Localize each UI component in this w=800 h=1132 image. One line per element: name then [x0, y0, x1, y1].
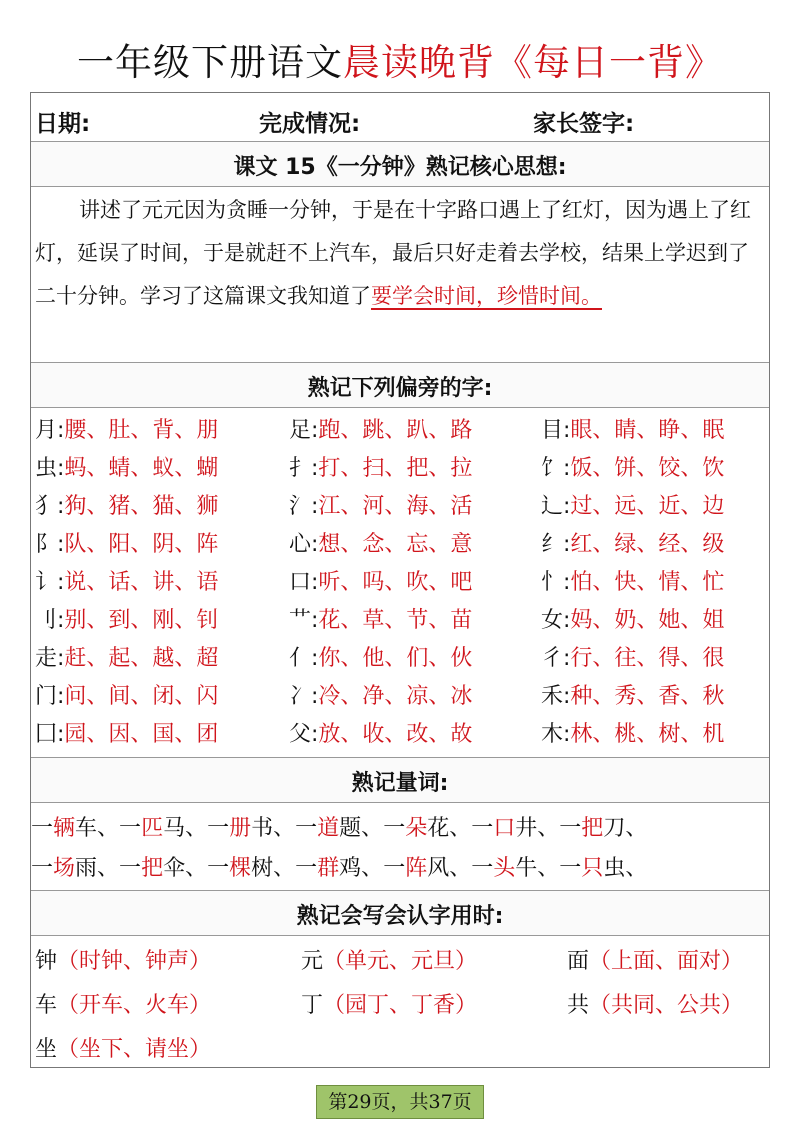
measure-number: 一 [383, 856, 406, 881]
measure-word: 辆 [53, 816, 76, 841]
measure-noun: 鸡、 [339, 856, 384, 881]
radical-key: 父: [289, 722, 319, 747]
radical-key: 足: [289, 418, 319, 443]
radical-key: 扌: [289, 456, 319, 481]
radical-chars: 行、往、得、很 [570, 646, 725, 671]
measure-noun: 牛、 [515, 856, 560, 881]
page-number: 第29页，共37页 [316, 1085, 484, 1119]
usage-heading: 熟记会写会认字用时: [296, 904, 504, 929]
usage-char: 钟 [35, 949, 58, 974]
usage-words: （单元、元旦） [323, 949, 478, 974]
measure-heading: 熟记量词: [351, 771, 449, 796]
divider [31, 407, 769, 408]
radical-chars: 狗、猪、猫、狮 [64, 494, 219, 519]
radical-group [289, 489, 472, 520]
measure-word: 头 [493, 856, 516, 881]
measure-noun: 车、 [75, 816, 120, 841]
usage-item [567, 988, 743, 1019]
lesson-highlight: 要学会时间，珍惜时间。 [371, 284, 602, 308]
radical-key: 目: [541, 418, 571, 443]
radical-chars: 别、到、刚、钊 [64, 608, 219, 633]
radical-chars: 林、桃、树、机 [570, 722, 725, 747]
radical-chars: 妈、奶、她、姐 [570, 608, 725, 633]
radical-group [35, 679, 218, 710]
measure-word: 把 [581, 816, 604, 841]
radical-key: 囗: [35, 722, 65, 747]
radical-key: 阝: [35, 532, 65, 557]
usage-char: 坐 [35, 1037, 58, 1062]
radical-chars: 冷、净、凉、冰 [318, 684, 473, 709]
measure-noun: 书、 [251, 816, 296, 841]
usage-item [301, 944, 477, 975]
radical-key: 走: [35, 646, 65, 671]
radical-chars: 听、吗、吹、吧 [318, 570, 473, 595]
radical-group [541, 489, 724, 520]
radical-key: 禾: [541, 684, 571, 709]
measure-number: 一 [207, 816, 230, 841]
usage-item [35, 1032, 211, 1063]
radical-chars: 赶、起、越、超 [64, 646, 219, 671]
radical-group [35, 527, 218, 558]
measure-number: 一 [119, 816, 142, 841]
measure-number: 一 [471, 856, 494, 881]
measure-noun: 树、 [251, 856, 296, 881]
usage-words: （开车、火车） [57, 993, 212, 1018]
radical-key: 口: [289, 570, 319, 595]
radical-key: 心: [289, 532, 319, 557]
usage-char: 元 [301, 949, 324, 974]
radical-key: 彳: [541, 646, 571, 671]
radical-group [289, 679, 472, 710]
measure-word: 道 [317, 816, 340, 841]
radical-group [541, 413, 724, 444]
radical-chars: 怕、快、情、忙 [570, 570, 725, 595]
radical-key: 讠: [35, 570, 65, 595]
divider [31, 186, 769, 187]
radical-group [541, 451, 724, 482]
measure-word: 匹 [141, 816, 164, 841]
radical-key: 门: [35, 684, 65, 709]
radical-group [541, 717, 724, 748]
measure-word: 阵 [405, 856, 428, 881]
measure-number: 一 [471, 816, 494, 841]
radical-group [289, 451, 472, 482]
measure-number: 一 [559, 816, 582, 841]
radical-key: 艹: [289, 608, 319, 633]
radical-group [541, 565, 724, 596]
measure-noun: 虫、 [603, 856, 648, 881]
radical-chars: 你、他、们、伙 [318, 646, 473, 671]
radical-group [35, 603, 218, 634]
radical-group [541, 679, 724, 710]
radical-key: 虫: [35, 456, 65, 481]
measure-row [31, 851, 791, 882]
lesson-summary [35, 189, 768, 318]
usage-words: （共同、公共） [589, 993, 744, 1018]
radical-key: 亻: [289, 646, 319, 671]
radical-chars: 跑、跳、趴、路 [318, 418, 473, 443]
measure-word: 群 [317, 856, 340, 881]
radical-group [289, 641, 472, 672]
lesson-heading: 课文 15《一分钟》熟记核心思想: [233, 155, 567, 180]
radical-key: 犭: [35, 494, 65, 519]
radical-group [541, 603, 724, 634]
radical-key: 月: [35, 418, 65, 443]
radical-group [35, 641, 218, 672]
measure-noun: 刀、 [603, 816, 648, 841]
usage-item [567, 944, 743, 975]
radical-group [289, 413, 472, 444]
divider [31, 802, 769, 803]
sign-label: 家长签字: [533, 111, 635, 137]
measure-number: 一 [207, 856, 230, 881]
measure-row [31, 811, 791, 842]
radical-key: 刂: [35, 608, 65, 633]
lesson-heading-bar [31, 142, 769, 186]
radical-group [35, 565, 218, 596]
radical-key: 纟: [541, 532, 571, 557]
radical-chars: 说、话、讲、语 [64, 570, 219, 595]
radical-chars: 花、草、节、苗 [318, 608, 473, 633]
radical-group [35, 451, 218, 482]
radical-key: 冫: [289, 684, 319, 709]
radical-chars: 问、间、闭、闪 [64, 684, 219, 709]
radical-chars: 眼、睛、睁、眠 [570, 418, 725, 443]
title-red: 晨读晚背《每日一背》 [343, 41, 723, 84]
radical-group [35, 489, 218, 520]
radical-group [289, 565, 472, 596]
radical-group [289, 603, 472, 634]
radical-group [289, 527, 472, 558]
usage-char: 丁 [301, 993, 324, 1018]
usage-char: 车 [35, 993, 58, 1018]
measure-noun: 伞、 [163, 856, 208, 881]
usage-heading-bar [31, 891, 769, 935]
radical-chars: 饭、饼、饺、饮 [570, 456, 725, 481]
radical-key: 辶: [541, 494, 571, 519]
radical-group [289, 717, 472, 748]
radical-key: 饣: [541, 456, 571, 481]
measure-noun: 雨、 [75, 856, 120, 881]
usage-char: 共 [567, 993, 590, 1018]
measure-noun: 井、 [515, 816, 560, 841]
usage-char: 面 [567, 949, 590, 974]
measure-number: 一 [31, 856, 54, 881]
radical-chars: 腰、肚、背、朋 [64, 418, 219, 443]
radicals-heading: 熟记下列偏旁的字: [307, 376, 493, 401]
radical-key: 女: [541, 608, 571, 633]
radical-group [541, 527, 724, 558]
radical-chars: 园、因、国、团 [64, 722, 219, 747]
radical-chars: 过、远、近、边 [570, 494, 725, 519]
radical-chars: 蚂、蜻、蚁、蝴 [64, 456, 219, 481]
usage-words: （园丁、丁香） [323, 993, 478, 1018]
page-title [0, 32, 800, 86]
measure-number: 一 [559, 856, 582, 881]
divider [31, 935, 769, 936]
measure-noun: 题、 [339, 816, 384, 841]
measure-noun: 花、 [427, 816, 472, 841]
measure-number: 一 [119, 856, 142, 881]
radical-chars: 红、绿、经、级 [570, 532, 725, 557]
usage-item [35, 988, 211, 1019]
measure-number: 一 [31, 816, 54, 841]
radical-group [541, 641, 724, 672]
measure-word: 场 [53, 856, 76, 881]
measure-word: 棵 [229, 856, 252, 881]
radical-key: 忄: [541, 570, 571, 595]
usage-item [35, 944, 211, 975]
radical-group [35, 717, 218, 748]
measure-heading-bar [31, 758, 769, 802]
title-black: 一年级下册语文 [77, 41, 343, 84]
usage-words: （上面、面对） [589, 949, 744, 974]
date-label: 日期: [35, 111, 91, 137]
radical-chars: 队、阳、阴、阵 [64, 532, 219, 557]
measure-noun: 马、 [163, 816, 208, 841]
radical-group [35, 413, 218, 444]
measure-number: 一 [295, 816, 318, 841]
measure-number: 一 [383, 816, 406, 841]
radical-key: 氵: [289, 494, 319, 519]
radical-key: 木: [541, 722, 571, 747]
usage-words: （坐下、请坐） [57, 1037, 212, 1062]
measure-word: 口 [493, 816, 516, 841]
usage-item [301, 988, 477, 1019]
worksheet [30, 92, 770, 1068]
radical-chars: 江、河、海、活 [318, 494, 473, 519]
radical-chars: 放、收、改、故 [318, 722, 473, 747]
radical-chars: 想、念、忘、意 [318, 532, 473, 557]
radicals-heading-bar [31, 363, 769, 407]
status-label: 完成情况: [259, 111, 361, 137]
radical-chars: 打、扫、把、拉 [318, 456, 473, 481]
measure-word: 朵 [405, 816, 428, 841]
usage-words: （时钟、钟声） [57, 949, 212, 974]
measure-word: 只 [581, 856, 604, 881]
measure-word: 册 [229, 816, 252, 841]
measure-number: 一 [295, 856, 318, 881]
measure-word: 把 [141, 856, 164, 881]
measure-noun: 风、 [427, 856, 472, 881]
lesson-text: 讲述了元元因为贪睡一分钟，于是在十字路口遇上了红灯，因为遇上了红灯，延误了时间，于是就赶不上汽车，最后只好走着去学校，结果上学迟到了二十分钟。学习了这篇课文我知道了 [35, 198, 751, 308]
radical-chars: 种、秀、香、秋 [570, 684, 725, 709]
